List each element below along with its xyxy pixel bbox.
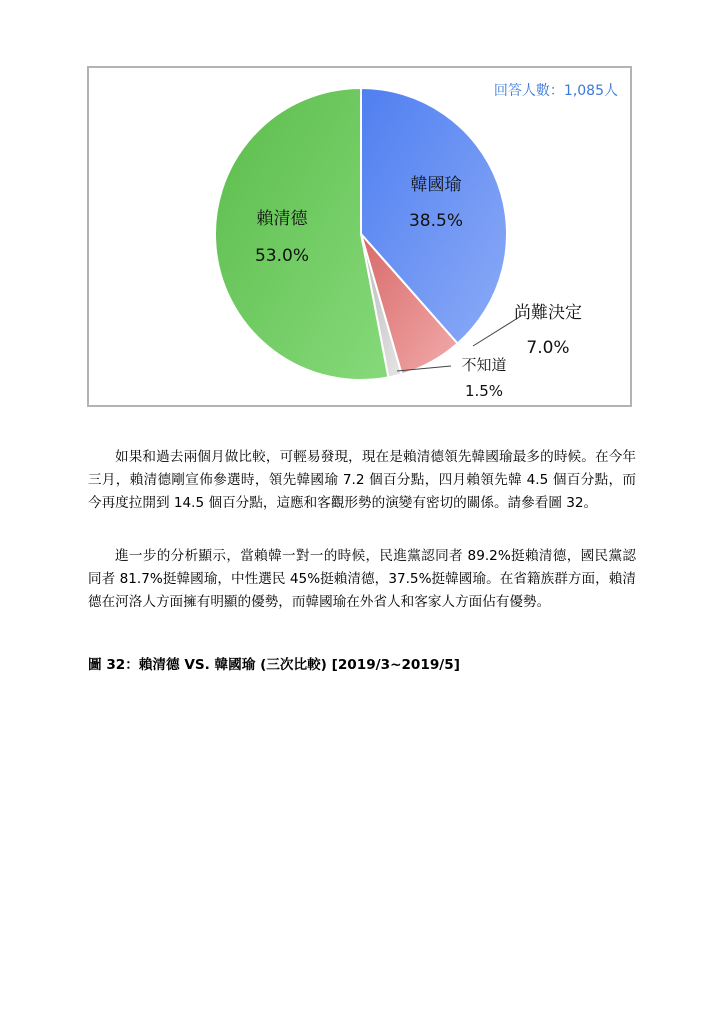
- respondents-count: 回答人數：1,085人: [493, 83, 618, 99]
- paragraph-1: 如果和過去兩個月做比較，可輕易發現，現在是賴清德領先韓國瑜最多的時候。在今年三月，賴清德剛宣佈參選時，領先韓國瑜 7.2 個百分點，四月賴領先韓 4.5 個百分點，而今再度拉開到 14.5 個百分點，這應和客觀形勢的演變有密切的關係。請參看圖 32。: [88, 449, 636, 511]
- slice-value-dont-know: 1.5%: [464, 382, 504, 400]
- slice-label-han: 韓國瑜: [410, 175, 462, 195]
- slice-label-lai: 賴清德: [256, 209, 308, 229]
- slice-label-dont-know: 不知道: [461, 356, 507, 374]
- pie-chart: [87, 66, 632, 407]
- slice-value-han: 38.5%: [408, 211, 463, 231]
- paragraph-2: 進一步的分析顯示，當賴韓一對一的時候，民進黨認同者 89.2%挺賴清德，國民黨認同者 81.7%挺韓國瑜，中性選民 45%挺賴清德，37.5%挺韓國瑜。在省籍族群方面，賴清德在河洛人方面擁有明顯的優勢，而韓國瑜在外省人和客家人方面佔有優勢。: [88, 548, 636, 610]
- slice-label-undecided: 尚難決定: [514, 303, 582, 323]
- figure-caption: 圖 32：賴清德 VS. 韓國瑜 (三次比較) [2019/3~2019/5]: [88, 657, 460, 673]
- slice-value-lai: 53.0%: [254, 246, 309, 266]
- slice-value-undecided: 7.0%: [526, 338, 570, 358]
